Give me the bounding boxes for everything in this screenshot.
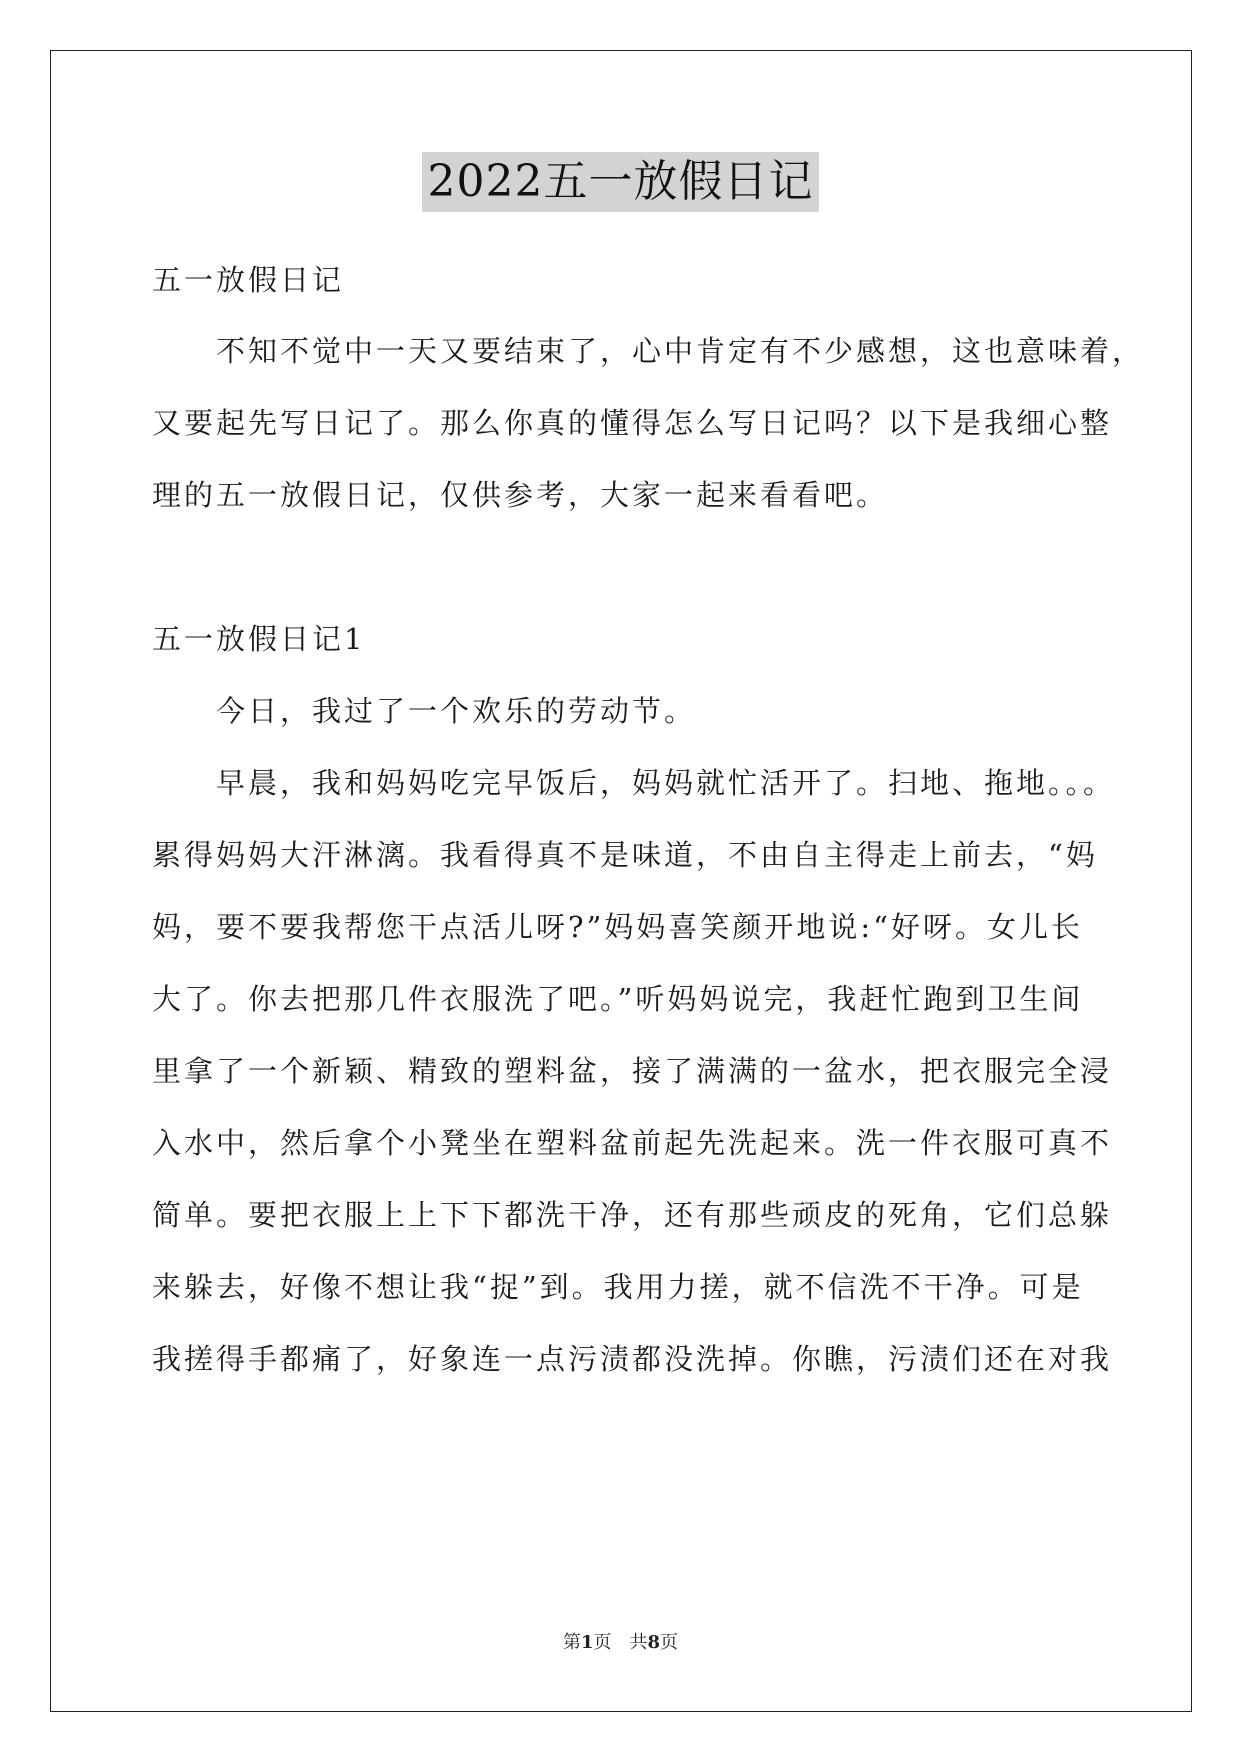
paragraph-line: 又要起先写日记了。那么你真的懂得怎么写日记吗？以下是我细心整 — [152, 406, 1113, 440]
paragraph-line: 妈，要不要我帮您干点活儿呀?”妈妈喜笑颜开地说:“好呀。女儿长 — [152, 910, 1083, 944]
footer-prefix: 第 — [562, 1632, 581, 1653]
paragraph-line: 不知不觉中一天又要结束了，心中肯定有不少感想，这也意味着， — [152, 334, 1145, 368]
document-body — [152, 262, 1145, 1377]
current-page-number: 1 — [580, 1632, 594, 1653]
paragraph-line: 简单。要把衣服上上下下都洗干净，还有那些顽皮的死角，它们总躲 — [152, 1198, 1113, 1232]
paragraph-line: 我搓得手都痛了，好象连一点污渍都没洗掉。你瞧，污渍们还在对我 — [152, 1342, 1113, 1376]
paragraph-line: 累得妈妈大汗淋漓。我看得真不是味道，不由自主得走上前去，“妈 — [152, 838, 1098, 872]
section-heading: 五一放假日记 — [152, 263, 345, 297]
paragraph-line: 里拿了一个新颖、精致的塑料盆，接了满满的一盆水，把衣服完全浸 — [152, 1054, 1113, 1088]
footer-middle: 页 共 — [593, 1632, 648, 1653]
paragraph-line: 理的五一放假日记，仅供参考，大家一起来看看吧。 — [152, 478, 889, 512]
document-title: 2022五一放假日记 — [422, 152, 820, 212]
total-page-count: 8 — [647, 1632, 661, 1653]
paragraph-line: 入水中，然后拿个小凳坐在塑料盆前起先洗起来。洗一件衣服可真不 — [152, 1126, 1113, 1160]
paragraph-line: 来躲去，好像不想让我“捉”到。我用力搓，就不信洗不干净。可是 — [152, 1270, 1084, 1304]
paragraph-line: 今日，我过了一个欢乐的劳动节。 — [152, 694, 697, 728]
title-container — [0, 152, 1241, 212]
footer-suffix: 页 — [660, 1632, 679, 1653]
paragraph-line: 大了。你去把那几件衣服洗了吧。”听妈妈说完，我赶忙跑到卫生间 — [152, 982, 1084, 1016]
section-heading: 五一放假日记1 — [152, 622, 366, 656]
paragraph-line: 早晨，我和妈妈吃完早饭后，妈妈就忙活开了。扫地、拖地。。。 — [152, 766, 1116, 800]
page-footer — [0, 1628, 1241, 1654]
